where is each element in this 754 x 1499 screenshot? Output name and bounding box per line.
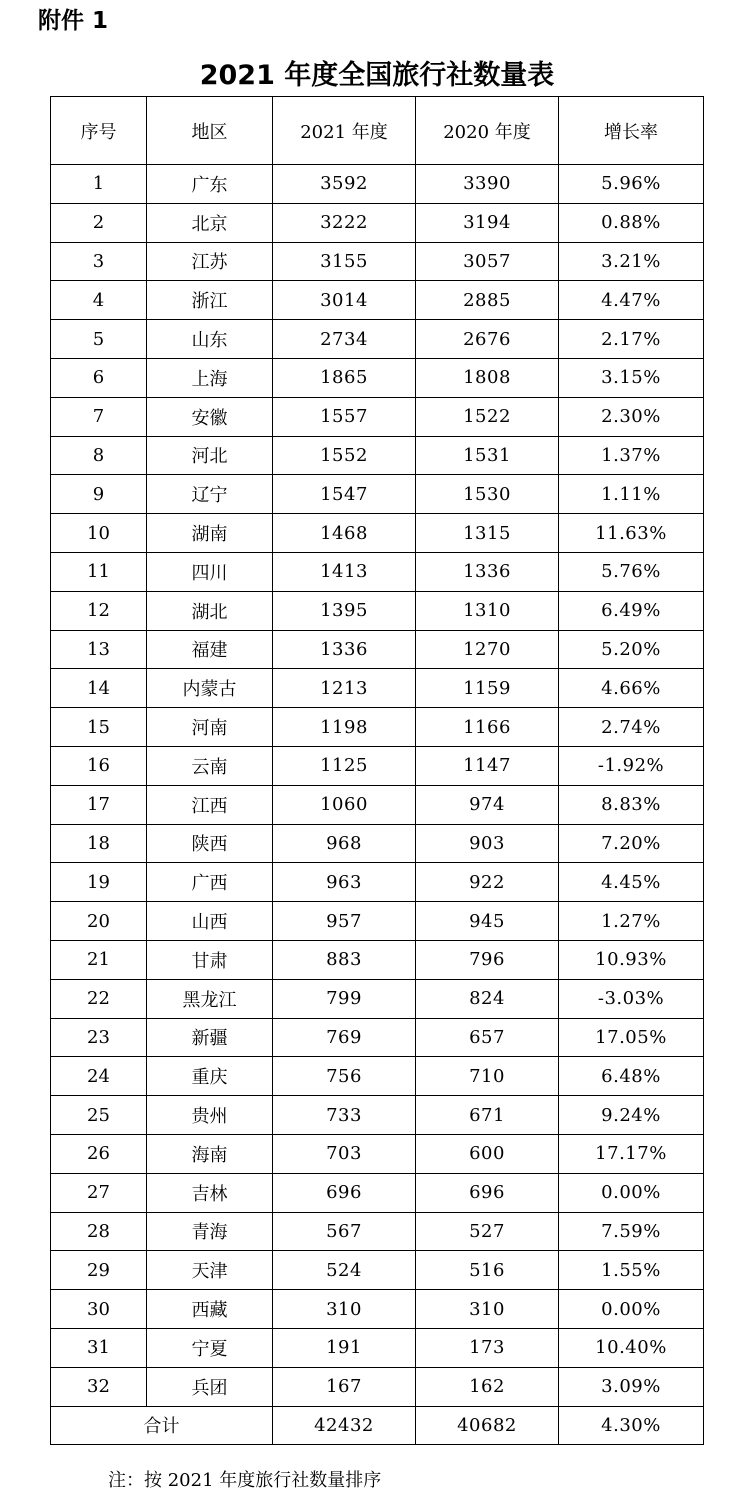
cell-index: 27	[51, 1173, 147, 1212]
cell-2021: 2734	[273, 320, 416, 359]
table-row	[51, 824, 704, 863]
cell-growth-rate: 7.20%	[559, 824, 704, 863]
table-row	[51, 165, 704, 204]
attachment-label: 附件 1	[38, 8, 109, 34]
cell-index: 26	[51, 1134, 147, 1173]
cell-2021: 3592	[273, 165, 416, 204]
cell-2021: 756	[273, 1057, 416, 1096]
cell-2021: 1060	[273, 785, 416, 824]
cell-index: 28	[51, 1212, 147, 1251]
cell-2020: 310	[416, 1290, 559, 1329]
cell-growth-rate: 1.55%	[559, 1251, 704, 1290]
cell-index: 15	[51, 708, 147, 747]
cell-region: 云南	[147, 746, 273, 785]
cell-2020: 1808	[416, 358, 559, 397]
cell-2021: 703	[273, 1134, 416, 1173]
cell-growth-rate: 5.20%	[559, 630, 704, 669]
cell-2020: 1166	[416, 708, 559, 747]
cell-2021: 167	[273, 1367, 416, 1406]
cell-index: 4	[51, 281, 147, 320]
cell-growth-rate: 4.47%	[559, 281, 704, 320]
cell-index: 14	[51, 669, 147, 708]
table-row	[51, 475, 704, 514]
header-region: 地区	[147, 97, 273, 165]
cell-2021: 1413	[273, 552, 416, 591]
cell-growth-rate: 4.45%	[559, 863, 704, 902]
cell-2020: 671	[416, 1096, 559, 1135]
cell-growth-rate: 0.00%	[559, 1290, 704, 1329]
cell-region: 宁夏	[147, 1328, 273, 1367]
cell-2021: 191	[273, 1328, 416, 1367]
table-row	[51, 1251, 704, 1290]
cell-index: 9	[51, 475, 147, 514]
total-label: 合计	[51, 1406, 273, 1445]
cell-2020: 796	[416, 940, 559, 979]
cell-2020: 162	[416, 1367, 559, 1406]
cell-2020: 527	[416, 1212, 559, 1251]
cell-region: 贵州	[147, 1096, 273, 1135]
cell-region: 江苏	[147, 242, 273, 281]
cell-region: 重庆	[147, 1057, 273, 1096]
cell-region: 黑龙江	[147, 979, 273, 1018]
cell-2020: 1531	[416, 436, 559, 475]
travel-agency-table	[50, 96, 704, 1445]
cell-2020: 516	[416, 1251, 559, 1290]
cell-growth-rate: 3.21%	[559, 242, 704, 281]
table-row	[51, 1328, 704, 1367]
cell-2020: 1310	[416, 591, 559, 630]
cell-2020: 903	[416, 824, 559, 863]
cell-2020: 3390	[416, 165, 559, 204]
cell-growth-rate: 17.05%	[559, 1018, 704, 1057]
cell-index: 11	[51, 552, 147, 591]
header-2021: 2021 年度	[273, 97, 416, 165]
table-body	[51, 165, 704, 1407]
cell-index: 1	[51, 165, 147, 204]
cell-2020: 1159	[416, 669, 559, 708]
cell-2021: 310	[273, 1290, 416, 1329]
cell-index: 22	[51, 979, 147, 1018]
cell-2021: 1468	[273, 514, 416, 553]
cell-growth-rate: 1.27%	[559, 902, 704, 941]
cell-index: 24	[51, 1057, 147, 1096]
cell-index: 13	[51, 630, 147, 669]
cell-region: 浙江	[147, 281, 273, 320]
cell-index: 25	[51, 1096, 147, 1135]
table-header-row	[51, 97, 704, 165]
cell-2021: 1552	[273, 436, 416, 475]
table-row	[51, 552, 704, 591]
table-row	[51, 863, 704, 902]
table-row	[51, 1018, 704, 1057]
total-2020: 40682	[416, 1406, 559, 1445]
cell-2021: 524	[273, 1251, 416, 1290]
cell-region: 天津	[147, 1251, 273, 1290]
cell-growth-rate: 2.74%	[559, 708, 704, 747]
cell-growth-rate: 10.40%	[559, 1328, 704, 1367]
total-growth-rate: 4.30%	[559, 1406, 704, 1445]
cell-2020: 710	[416, 1057, 559, 1096]
cell-2021: 1547	[273, 475, 416, 514]
table-row	[51, 1096, 704, 1135]
cell-growth-rate: 8.83%	[559, 785, 704, 824]
table-row	[51, 708, 704, 747]
cell-2020: 1270	[416, 630, 559, 669]
cell-2020: 824	[416, 979, 559, 1018]
cell-growth-rate: 3.15%	[559, 358, 704, 397]
cell-2021: 963	[273, 863, 416, 902]
cell-index: 7	[51, 397, 147, 436]
cell-region: 兵团	[147, 1367, 273, 1406]
cell-growth-rate: 0.88%	[559, 203, 704, 242]
cell-2021: 1865	[273, 358, 416, 397]
table-row	[51, 1367, 704, 1406]
cell-index: 19	[51, 863, 147, 902]
cell-growth-rate: 10.93%	[559, 940, 704, 979]
table-row	[51, 1173, 704, 1212]
cell-2020: 1522	[416, 397, 559, 436]
cell-2021: 957	[273, 902, 416, 941]
cell-index: 12	[51, 591, 147, 630]
cell-2021: 769	[273, 1018, 416, 1057]
cell-index: 30	[51, 1290, 147, 1329]
cell-region: 西藏	[147, 1290, 273, 1329]
cell-2021: 3155	[273, 242, 416, 281]
table-row	[51, 514, 704, 553]
table-row	[51, 591, 704, 630]
table-row	[51, 785, 704, 824]
cell-region: 湖北	[147, 591, 273, 630]
cell-region: 广东	[147, 165, 273, 204]
table-row	[51, 242, 704, 281]
table-row	[51, 1290, 704, 1329]
table-row	[51, 397, 704, 436]
table-row	[51, 669, 704, 708]
cell-region: 北京	[147, 203, 273, 242]
cell-region: 湖南	[147, 514, 273, 553]
cell-index: 31	[51, 1328, 147, 1367]
table-row	[51, 902, 704, 941]
cell-2020: 1336	[416, 552, 559, 591]
cell-2020: 3194	[416, 203, 559, 242]
cell-growth-rate: 5.96%	[559, 165, 704, 204]
cell-2021: 696	[273, 1173, 416, 1212]
cell-growth-rate: 17.17%	[559, 1134, 704, 1173]
cell-index: 3	[51, 242, 147, 281]
table-row	[51, 940, 704, 979]
total-2021: 42432	[273, 1406, 416, 1445]
cell-growth-rate: 7.59%	[559, 1212, 704, 1251]
cell-region: 江西	[147, 785, 273, 824]
cell-region: 福建	[147, 630, 273, 669]
header-2020: 2020 年度	[416, 97, 559, 165]
cell-growth-rate: -1.92%	[559, 746, 704, 785]
cell-region: 河南	[147, 708, 273, 747]
cell-index: 32	[51, 1367, 147, 1406]
header-index: 序号	[51, 97, 147, 165]
cell-growth-rate: 9.24%	[559, 1096, 704, 1135]
cell-region: 山东	[147, 320, 273, 359]
cell-index: 17	[51, 785, 147, 824]
cell-growth-rate: -3.03%	[559, 979, 704, 1018]
cell-2020: 945	[416, 902, 559, 941]
cell-2020: 3057	[416, 242, 559, 281]
cell-2020: 657	[416, 1018, 559, 1057]
cell-2021: 3222	[273, 203, 416, 242]
cell-growth-rate: 5.76%	[559, 552, 704, 591]
cell-index: 20	[51, 902, 147, 941]
cell-2021: 1125	[273, 746, 416, 785]
cell-region: 四川	[147, 552, 273, 591]
cell-2020: 1147	[416, 746, 559, 785]
cell-growth-rate: 0.00%	[559, 1173, 704, 1212]
cell-2021: 567	[273, 1212, 416, 1251]
cell-2021: 1198	[273, 708, 416, 747]
cell-region: 新疆	[147, 1018, 273, 1057]
cell-2021: 733	[273, 1096, 416, 1135]
cell-growth-rate: 4.66%	[559, 669, 704, 708]
footnote: 注：按 2021 年度旅行社数量排序	[108, 1470, 382, 1491]
cell-index: 10	[51, 514, 147, 553]
cell-2020: 173	[416, 1328, 559, 1367]
table-row	[51, 358, 704, 397]
cell-growth-rate: 6.48%	[559, 1057, 704, 1096]
cell-region: 山西	[147, 902, 273, 941]
cell-growth-rate: 6.49%	[559, 591, 704, 630]
cell-2021: 1336	[273, 630, 416, 669]
cell-2021: 799	[273, 979, 416, 1018]
cell-2020: 600	[416, 1134, 559, 1173]
table-row	[51, 320, 704, 359]
table-row	[51, 1134, 704, 1173]
cell-index: 6	[51, 358, 147, 397]
cell-region: 吉林	[147, 1173, 273, 1212]
cell-index: 21	[51, 940, 147, 979]
table-row	[51, 281, 704, 320]
table-row	[51, 1212, 704, 1251]
cell-2021: 1213	[273, 669, 416, 708]
cell-index: 16	[51, 746, 147, 785]
cell-region: 甘肃	[147, 940, 273, 979]
total-row	[51, 1406, 704, 1445]
cell-2021: 1395	[273, 591, 416, 630]
cell-2020: 974	[416, 785, 559, 824]
cell-index: 8	[51, 436, 147, 475]
header-growth-rate: 增长率	[559, 97, 704, 165]
cell-growth-rate: 2.30%	[559, 397, 704, 436]
cell-index: 5	[51, 320, 147, 359]
table-row	[51, 1057, 704, 1096]
cell-region: 陕西	[147, 824, 273, 863]
cell-growth-rate: 1.37%	[559, 436, 704, 475]
cell-region: 上海	[147, 358, 273, 397]
cell-2020: 922	[416, 863, 559, 902]
cell-growth-rate: 11.63%	[559, 514, 704, 553]
cell-2020: 2676	[416, 320, 559, 359]
table-row	[51, 630, 704, 669]
cell-2021: 883	[273, 940, 416, 979]
cell-region: 安徽	[147, 397, 273, 436]
cell-region: 内蒙古	[147, 669, 273, 708]
cell-growth-rate: 3.09%	[559, 1367, 704, 1406]
cell-2020: 2885	[416, 281, 559, 320]
cell-2020: 1530	[416, 475, 559, 514]
cell-region: 辽宁	[147, 475, 273, 514]
table-row	[51, 203, 704, 242]
page-title: 2021 年度全国旅行社数量表	[199, 60, 555, 91]
cell-growth-rate: 1.11%	[559, 475, 704, 514]
table-row	[51, 436, 704, 475]
cell-growth-rate: 2.17%	[559, 320, 704, 359]
table-row	[51, 979, 704, 1018]
cell-index: 18	[51, 824, 147, 863]
table-row	[51, 746, 704, 785]
cell-2020: 1315	[416, 514, 559, 553]
cell-region: 广西	[147, 863, 273, 902]
cell-index: 23	[51, 1018, 147, 1057]
cell-region: 青海	[147, 1212, 273, 1251]
cell-index: 2	[51, 203, 147, 242]
cell-region: 河北	[147, 436, 273, 475]
cell-2021: 968	[273, 824, 416, 863]
cell-2021: 3014	[273, 281, 416, 320]
cell-region: 海南	[147, 1134, 273, 1173]
cell-2021: 1557	[273, 397, 416, 436]
cell-index: 29	[51, 1251, 147, 1290]
cell-2020: 696	[416, 1173, 559, 1212]
